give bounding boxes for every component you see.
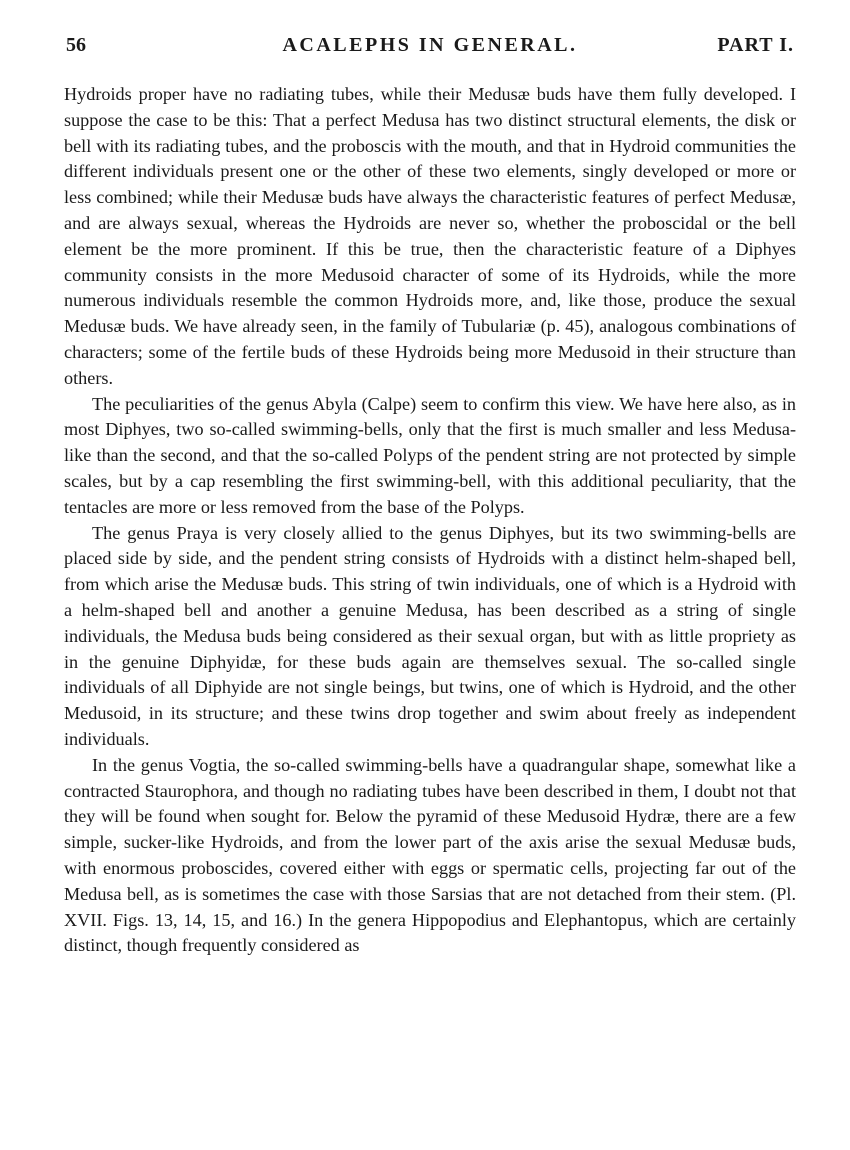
body-text	[64, 82, 796, 959]
part-label: PART I.	[717, 34, 794, 56]
paragraph-4: In the genus Vogtia, the so-called swimming-bells have a quadrangular shape, somewhat like a contracted Staurophora, and though no radiating tubes have been described in them, I doubt not that they will be found when sought for. Below the pyramid of these Medusoid Hydræ, there are a few simple, sucker-like Hydroids, and from the lower part of the axis arise the sexual Medusæ buds, with enormous proboscides, covered either with eggs or spermatic cells, projecting far out of the Medusa bell, as is sometimes the case with those Sarsias that are not detached from their stem. (Pl. XVII. Figs. 13, 14, 15, and 16.) In the genera Hippopodius and Elephantopus, which are certainly distinct, though frequently considered as	[64, 754, 796, 956]
paragraph-3: The genus Praya is very closely allied to the genus Diphyes, but its two swimming-bells are placed side by side, and the pendent string consists of Hydroids with a distinct helm-shaped bell, from which arise the Medusæ buds. This string of twin individuals, one of which is a Hydroid with a helm-shaped bell and another a genuine Medusa, has been described as a string of single individuals, the Medusa buds being considered as their sexual organ, but with as little propriety as in the genuine Diphyidæ, for these buds again are themselves sexual. The so-called single individuals of all Diphyide are not single beings, but twins, one of which is Hydroid, and the other Medusoid, in its structure; and these twins drop together and swim about freely as independent individuals.	[64, 522, 796, 749]
running-title: ACALEPHS IN GENERAL.	[282, 34, 578, 56]
running-head	[66, 34, 794, 60]
paragraph-2: The peculiarities of the genus Abyla (Calpe) seem to confirm this view. We have here also, as in most Diphyes, two so-called swimming-bells, only that the first is much smaller and less Medusa-like than the second, and that the so-called Polyps of the pendent string are not protected by simple scales, but by a cap resembling the first swimming-bell, with this additional peculiarity, that the tentacles are more or less removed from the base of the Polyps.	[64, 393, 796, 517]
paragraph-1: Hydroids proper have no radiating tubes, while their Medusæ buds have them fully developed. I suppose the case to be this: That a perfect Medusa has two distinct structural elements, the disk or bell with its radiating tubes, and the proboscis with the mouth, and that in Hydroid communities the different individuals present one or the other of these two elements, singly developed or more or less combined; while their Medusæ buds have always the characteristic features of perfect Medusæ, and are always sexual, whereas the Hydroids are never so, whether the proboscidal or the bell element be the more prominent. If this be true, then the characteristic feature of a Diphyes community consists in the more Medusoid character of some of its Hydroids, while the more numerous individuals resemble the common Hydroids more, and, like those, produce the sexual Medusæ buds. We have already seen, in the family of Tubulariæ (p. 45), analogous combinations of characters; some of the fertile buds of these Hydroids being more Medusoid in their structure than others.	[64, 84, 796, 388]
page-number: 56	[66, 34, 86, 56]
